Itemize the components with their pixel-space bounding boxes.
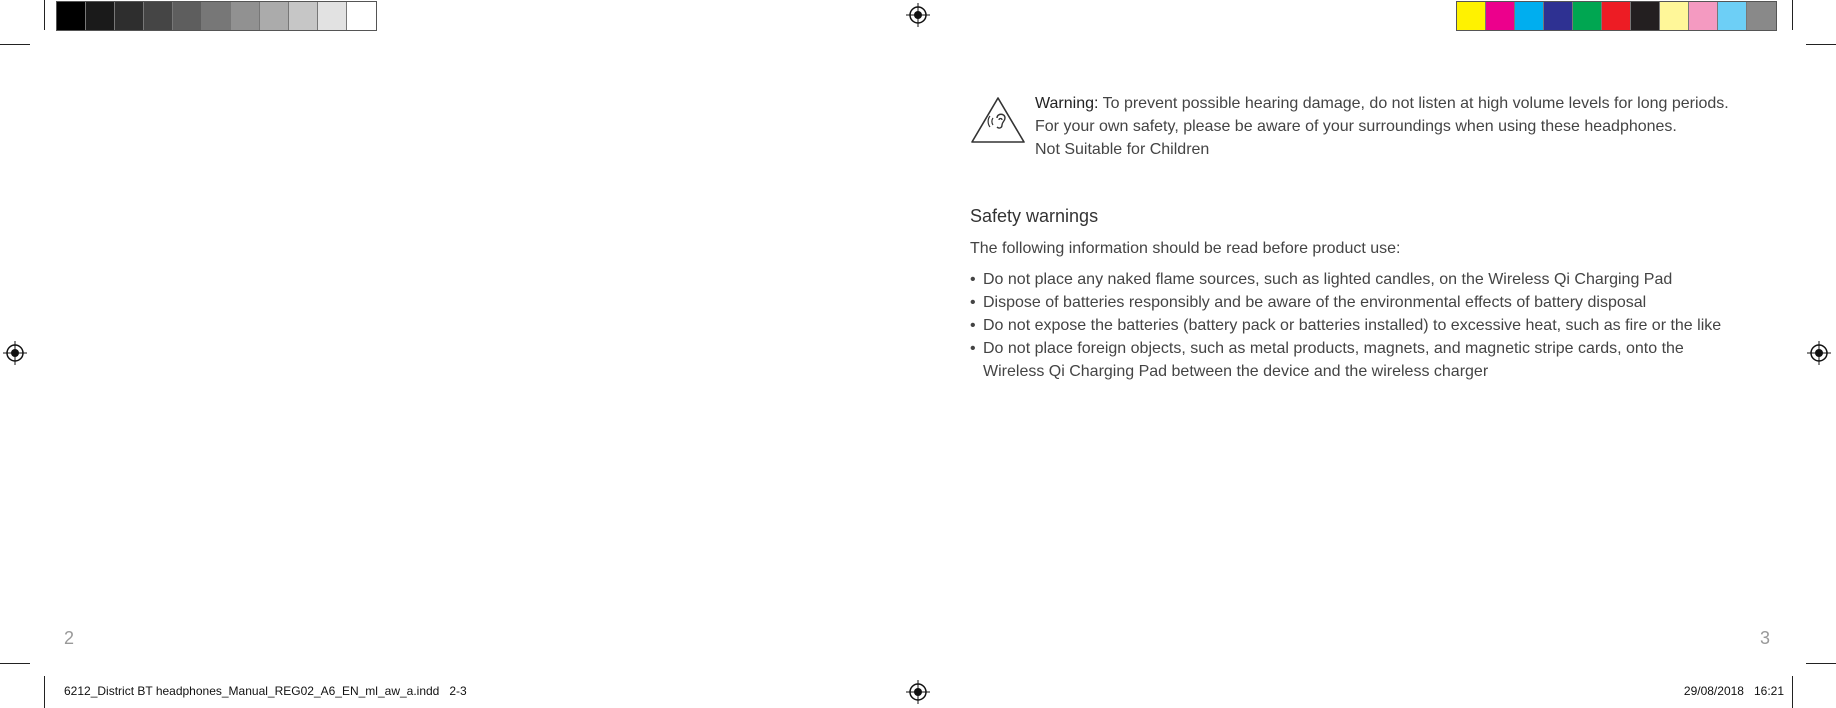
color-swatch bbox=[202, 2, 231, 30]
color-swatch bbox=[1718, 2, 1747, 30]
registration-mark-icon bbox=[906, 680, 930, 704]
registration-mark-icon bbox=[906, 3, 930, 27]
color-swatch bbox=[1457, 2, 1486, 30]
intro-text: The following information should be read before product use: bbox=[970, 240, 1401, 257]
registration-mark-icon bbox=[3, 341, 27, 365]
warning-line-2: For your own safety, please be aware of your surroundings when using these headphones. bbox=[1035, 118, 1677, 135]
color-swatch bbox=[1573, 2, 1602, 30]
crop-mark bbox=[44, 676, 45, 708]
color-swatch bbox=[86, 2, 115, 30]
color-swatch bbox=[1660, 2, 1689, 30]
color-swatch bbox=[318, 2, 347, 30]
color-swatch bbox=[289, 2, 318, 30]
color-swatch bbox=[1631, 2, 1660, 30]
color-swatch bbox=[1486, 2, 1515, 30]
color-swatch bbox=[1602, 2, 1631, 30]
crop-mark bbox=[0, 663, 30, 664]
color-swatch bbox=[57, 2, 86, 30]
crop-mark bbox=[1806, 44, 1836, 45]
list-item: • Do not expose the batteries (battery pack or batteries installed) to excessive heat, such as fire or the like bbox=[970, 314, 1730, 337]
crop-mark bbox=[1806, 663, 1836, 664]
section-title: Safety warnings bbox=[970, 206, 1099, 226]
color-swatch bbox=[1689, 2, 1718, 30]
crop-mark bbox=[0, 44, 30, 45]
safety-bullet-list bbox=[970, 268, 1730, 383]
list-item: • Dispose of batteries responsibly and be aware of the environmental effects of battery disposal bbox=[970, 291, 1730, 314]
color-swatch bbox=[144, 2, 173, 30]
color-swatch bbox=[1515, 2, 1544, 30]
warning-lead: Warning: bbox=[1035, 95, 1099, 112]
color-swatch bbox=[347, 2, 376, 30]
grayscale-color-bar bbox=[56, 1, 377, 31]
page-number-right: 3 bbox=[1760, 628, 1771, 648]
color-swatch bbox=[260, 2, 289, 30]
warning-line-1-text: To prevent possible hearing damage, do not listen at high volume levels for long periods. bbox=[1098, 95, 1729, 112]
file-slug: 6212_District BT headphones_Manual_REG02_A6_EN_ml_aw_a.indd 2-3 bbox=[64, 684, 467, 698]
color-swatch bbox=[173, 2, 202, 30]
date-slug: 29/08/2018 16:21 bbox=[1683, 684, 1784, 698]
list-item: • Do not place any naked flame sources, such as lighted candles, on the Wireless Qi Charging Pad bbox=[970, 268, 1730, 291]
crop-mark bbox=[1792, 0, 1793, 30]
color-swatch bbox=[1544, 2, 1573, 30]
warning-line-3: Not Suitable for Children bbox=[1035, 141, 1210, 158]
color-swatch bbox=[115, 2, 144, 30]
crop-mark bbox=[44, 0, 45, 30]
crop-mark bbox=[1792, 676, 1793, 708]
warning-text bbox=[1035, 92, 1729, 161]
registration-mark-icon bbox=[1807, 341, 1831, 365]
page-number-left: 2 bbox=[64, 628, 75, 648]
color-swatch bbox=[1747, 2, 1776, 30]
color-swatch bbox=[231, 2, 260, 30]
process-color-bar bbox=[1456, 1, 1777, 31]
hearing-warning-icon bbox=[970, 96, 1026, 144]
warning-line-1 bbox=[1035, 92, 1729, 115]
list-item: • Do not place foreign objects, such as metal products, magnets, and magnetic stripe cards, onto the Wireless Qi Charging Pad between the device and the wireless charger bbox=[970, 337, 1730, 383]
